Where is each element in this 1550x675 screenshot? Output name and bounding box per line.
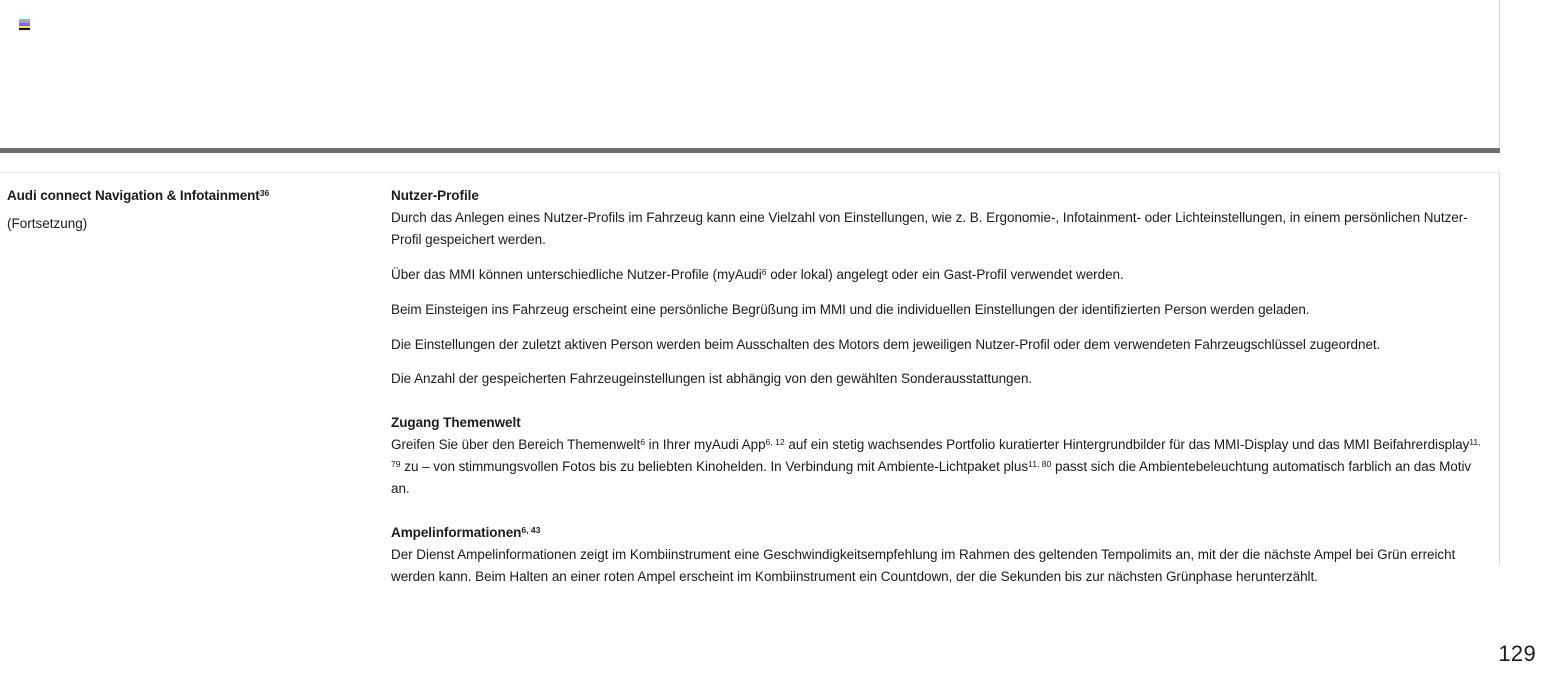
- paragraph-ampelinformationen: Der Dienst Ampelinformationen zeigt im Kombiinstrument eine Geschwindigkeitsempfehlung im Rahmen des geltenden Tempolimits an, mit der die nächste Ampel bei Grün erreicht werden kann. Beim Halten an einer roten Ampel erscheint im Kombiinstrument ein Countdown, der die Sekunden bis zur nächsten Grünphase herunterzählt.: [391, 546, 1456, 584]
- subheading-nutzer-profile: Nutzer-Profile: [391, 188, 479, 203]
- footnote-ref: 11, 79: [391, 436, 1481, 469]
- footnote-ref: 6, 12: [765, 436, 785, 447]
- paragraph-text: passt sich die Ambientebeleuchtung automatisch farblich an das Motiv an.: [391, 459, 1472, 497]
- footnote-ref: 6: [761, 266, 767, 277]
- paragraph-text: auf ein stetig wachsendes Portfolio kuratierter Hintergrundbilder für das MMI-Display und das MMI Beifahrerdisplay: [784, 436, 1470, 452]
- section-label-column: [0, 173, 391, 566]
- subheading-text: Ampelinformationen: [391, 524, 522, 540]
- footnote-ref: 6, 43: [521, 524, 541, 535]
- paragraph-text: in Ihrer myAudi App: [644, 436, 766, 452]
- section-body-column: [391, 173, 1499, 584]
- paragraph-nutzer-profile-3: Beim Einsteigen ins Fahrzeug erscheint eine persönliche Begrüßung im MMI und die individuellen Einstellungen der identifizierten Person werden geladen.: [391, 301, 1310, 317]
- page-title: [7, 185, 391, 206]
- header-divider-rule: [0, 148, 1500, 153]
- top-panel: [0, 0, 1500, 148]
- page-number: 129: [1498, 641, 1536, 666]
- footnote-ref: 11, 80: [1028, 458, 1052, 469]
- subheading-zugang-themenwelt: Zugang Themenwelt: [391, 414, 521, 430]
- paragraph-text: oder lokal) angelegt oder ein Gast-Profil verwendet werden.: [766, 267, 1124, 283]
- paragraph-zugang-themenwelt: [391, 434, 1485, 501]
- section-title-text: Audi connect Navigation & Infotainment: [7, 188, 260, 203]
- paragraph-text: Greifen Sie über den Bereich Themenwelt: [391, 436, 641, 452]
- paragraph-nutzer-profile-2: [391, 264, 1485, 286]
- paragraph-nutzer-profile-1: Durch das Anlegen eines Nutzer-Profils im Fahrzeug kann eine Vielzahl von Einstellungen, wie z. B. Ergonomie-, Infotainment- oder Lichteinstellungen, in einem persönlichen Nutzer-Profil gespeichert werden.: [391, 210, 1468, 248]
- paragraph-nutzer-profile-5: Die Anzahl der gespeicherten Fahrzeugeinstellungen ist abhängig von den gewählten Sonderausstattungen.: [391, 371, 1033, 387]
- paragraph-nutzer-profile-4: Die Einstellungen der zuletzt aktiven Person werden beim Ausschalten des Motors dem jeweiligen Nutzer-Profil oder dem verwendeten Fahrzeugschlüssel zugeordnet.: [391, 336, 1381, 352]
- content-block: [0, 172, 1500, 584]
- paragraph-text: Über das MMI können unterschiedliche Nutzer-Profile (myAudi: [391, 267, 762, 283]
- broken-image-icon: [19, 19, 30, 30]
- section-title-footnote: 36: [259, 187, 270, 198]
- paragraph-text: zu – von stimmungsvollen Fotos bis zu beliebten Kinohelden. In Verbindung mit Ambiente-Lichtpaket plus: [400, 459, 1029, 475]
- section-subtitle: (Fortsetzung): [7, 216, 88, 231]
- footnote-ref: 6: [640, 436, 645, 447]
- subheading-ampelinformationen: [391, 522, 1485, 543]
